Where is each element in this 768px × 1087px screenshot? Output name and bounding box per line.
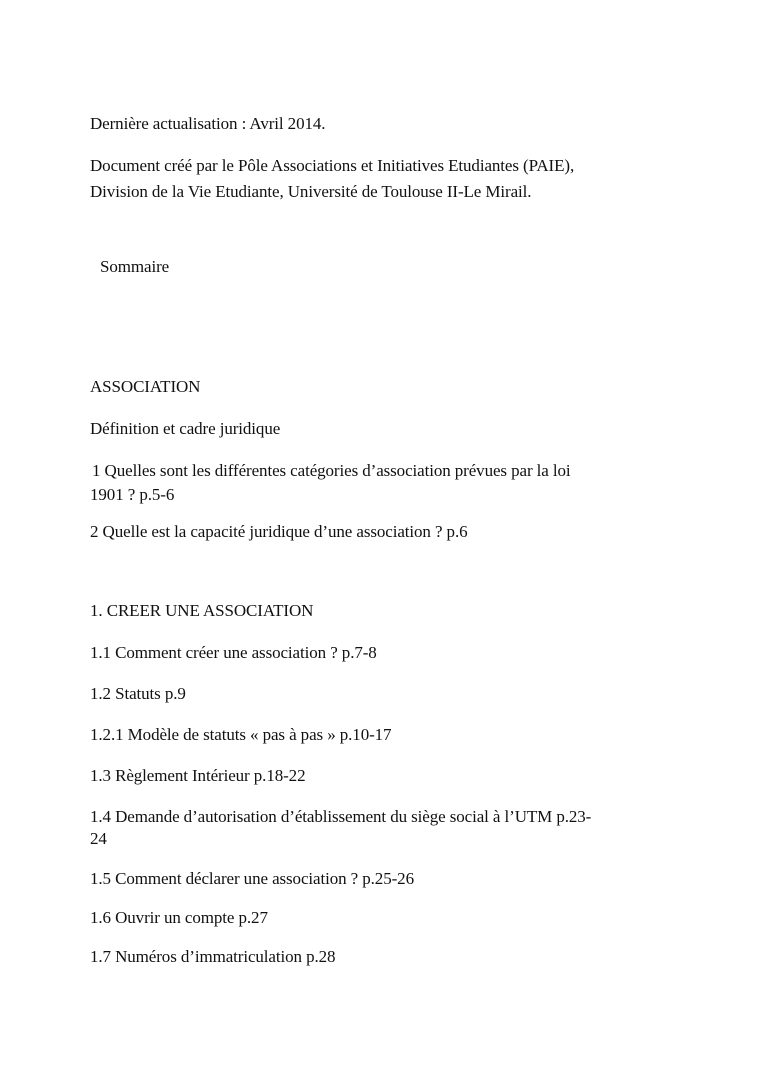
- created-by-line-1: Document créé par le Pôle Associations et Initiatives Etudiantes (PAIE),: [90, 156, 575, 175]
- toc-item-1-1: 1.1 Comment créer une association ? p.7-8: [90, 643, 377, 662]
- toc-item-1-4-line-2: 24: [90, 829, 107, 848]
- summary-title: Sommaire: [100, 257, 170, 276]
- toc-item-1-6: 1.6 Ouvrir un compte p.27: [90, 908, 268, 927]
- section-association-subtitle: Définition et cadre juridique: [90, 419, 281, 438]
- toc-item-1-4-line-1: 1.4 Demande d’autorisation d’établissement du siège social à l’UTM p.23-: [90, 807, 592, 826]
- created-by-line-2: Division de la Vie Etudiante, Université de Toulouse II-Le Mirail.: [90, 182, 532, 201]
- section-association-title: ASSOCIATION: [90, 377, 201, 396]
- toc-item-2: 2 Quelle est la capacité juridique d’une association ? p.6: [90, 522, 468, 541]
- toc-item-1-5: 1.5 Comment déclarer une association ? p.25-26: [90, 869, 414, 888]
- last-update-text: Dernière actualisation : Avril 2014.: [90, 114, 326, 133]
- toc-item-1-line-1: 1 Quelles sont les différentes catégories d’association prévues par la loi: [92, 461, 571, 480]
- section-creer-title: 1. CREER UNE ASSOCIATION: [90, 601, 314, 620]
- toc-item-1-3: 1.3 Règlement Intérieur p.18-22: [90, 766, 306, 785]
- toc-item-1-line-2: 1901 ? p.5-6: [90, 485, 175, 504]
- toc-item-1-2: 1.2 Statuts p.9: [90, 684, 186, 703]
- toc-item-1-2-1: 1.2.1 Modèle de statuts « pas à pas » p.10-17: [90, 725, 392, 744]
- toc-item-1-7: 1.7 Numéros d’immatriculation p.28: [90, 947, 336, 966]
